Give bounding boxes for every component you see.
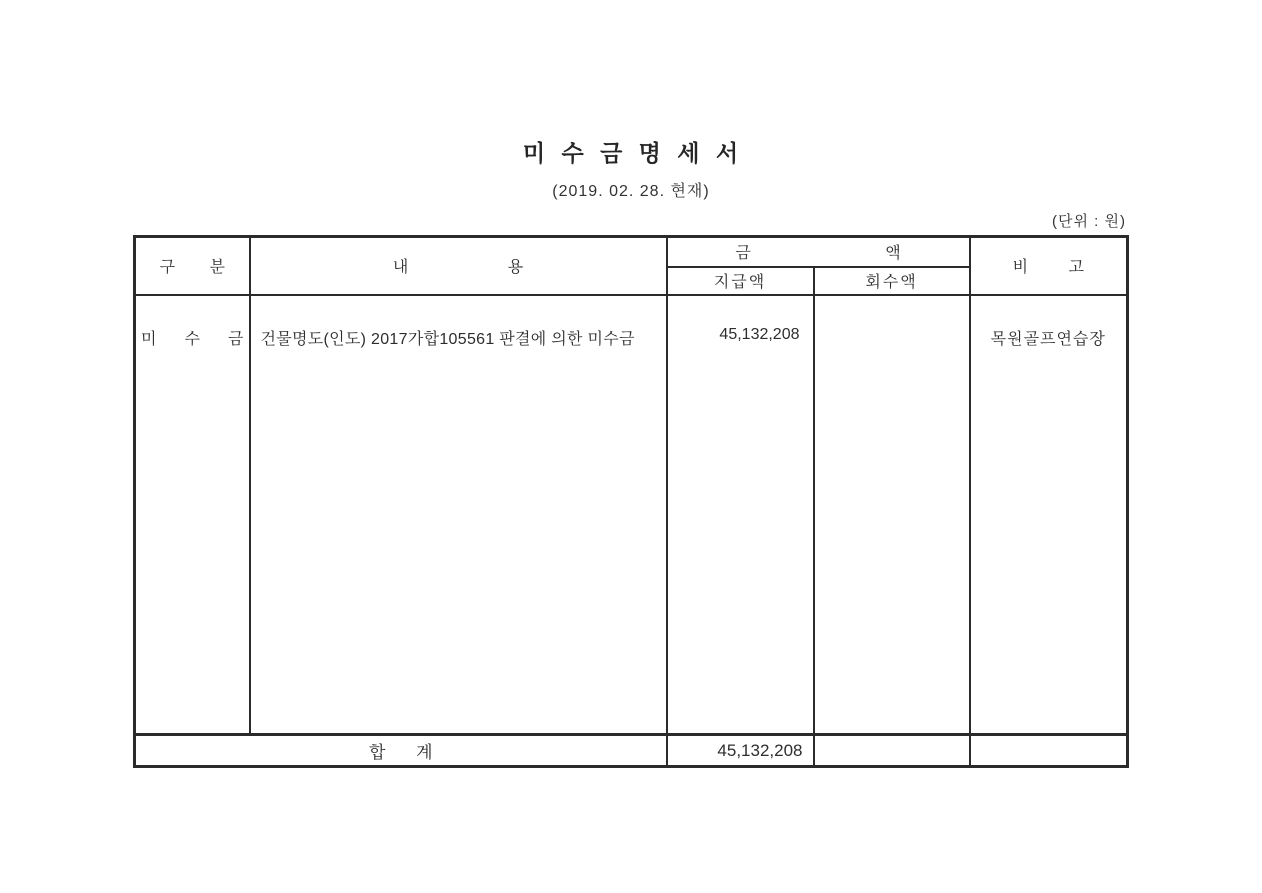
document-title: 미 수 금 명 세 서 [522, 140, 740, 166]
cell-content: 건물명도(인도) 2017가합105561 판결에 의한 미수금 [250, 295, 667, 735]
total-paid-amount: 45,132,208 [667, 735, 814, 767]
cell-remarks: 목원골프연습장 [970, 295, 1128, 735]
currency-unit-note: (단위 : 원) [1052, 213, 1126, 230]
column-header-paid-amount: 지급액 [667, 267, 814, 295]
total-row [135, 735, 1128, 767]
table-row [135, 295, 1128, 735]
receivables-table-container [133, 235, 1129, 768]
cell-category: 미 수 금 [135, 295, 250, 735]
total-remarks [970, 735, 1128, 767]
column-header-category: 구 분 [135, 237, 250, 295]
total-label: 합 계 [135, 735, 667, 767]
column-header-remarks: 비 고 [970, 237, 1128, 295]
receivables-table [133, 235, 1129, 768]
column-header-amount-group: 금 액 [667, 237, 970, 267]
cell-recovered-amount [814, 295, 970, 735]
column-header-content: 내 용 [250, 237, 667, 295]
total-recovered-amount [814, 735, 970, 767]
document-date-subtitle: (2019. 02. 28. 현재) [552, 183, 710, 200]
cell-paid-amount: 45,132,208 [667, 295, 814, 735]
column-header-recovered-amount: 회수액 [814, 267, 970, 295]
header-row-1 [135, 237, 1128, 267]
